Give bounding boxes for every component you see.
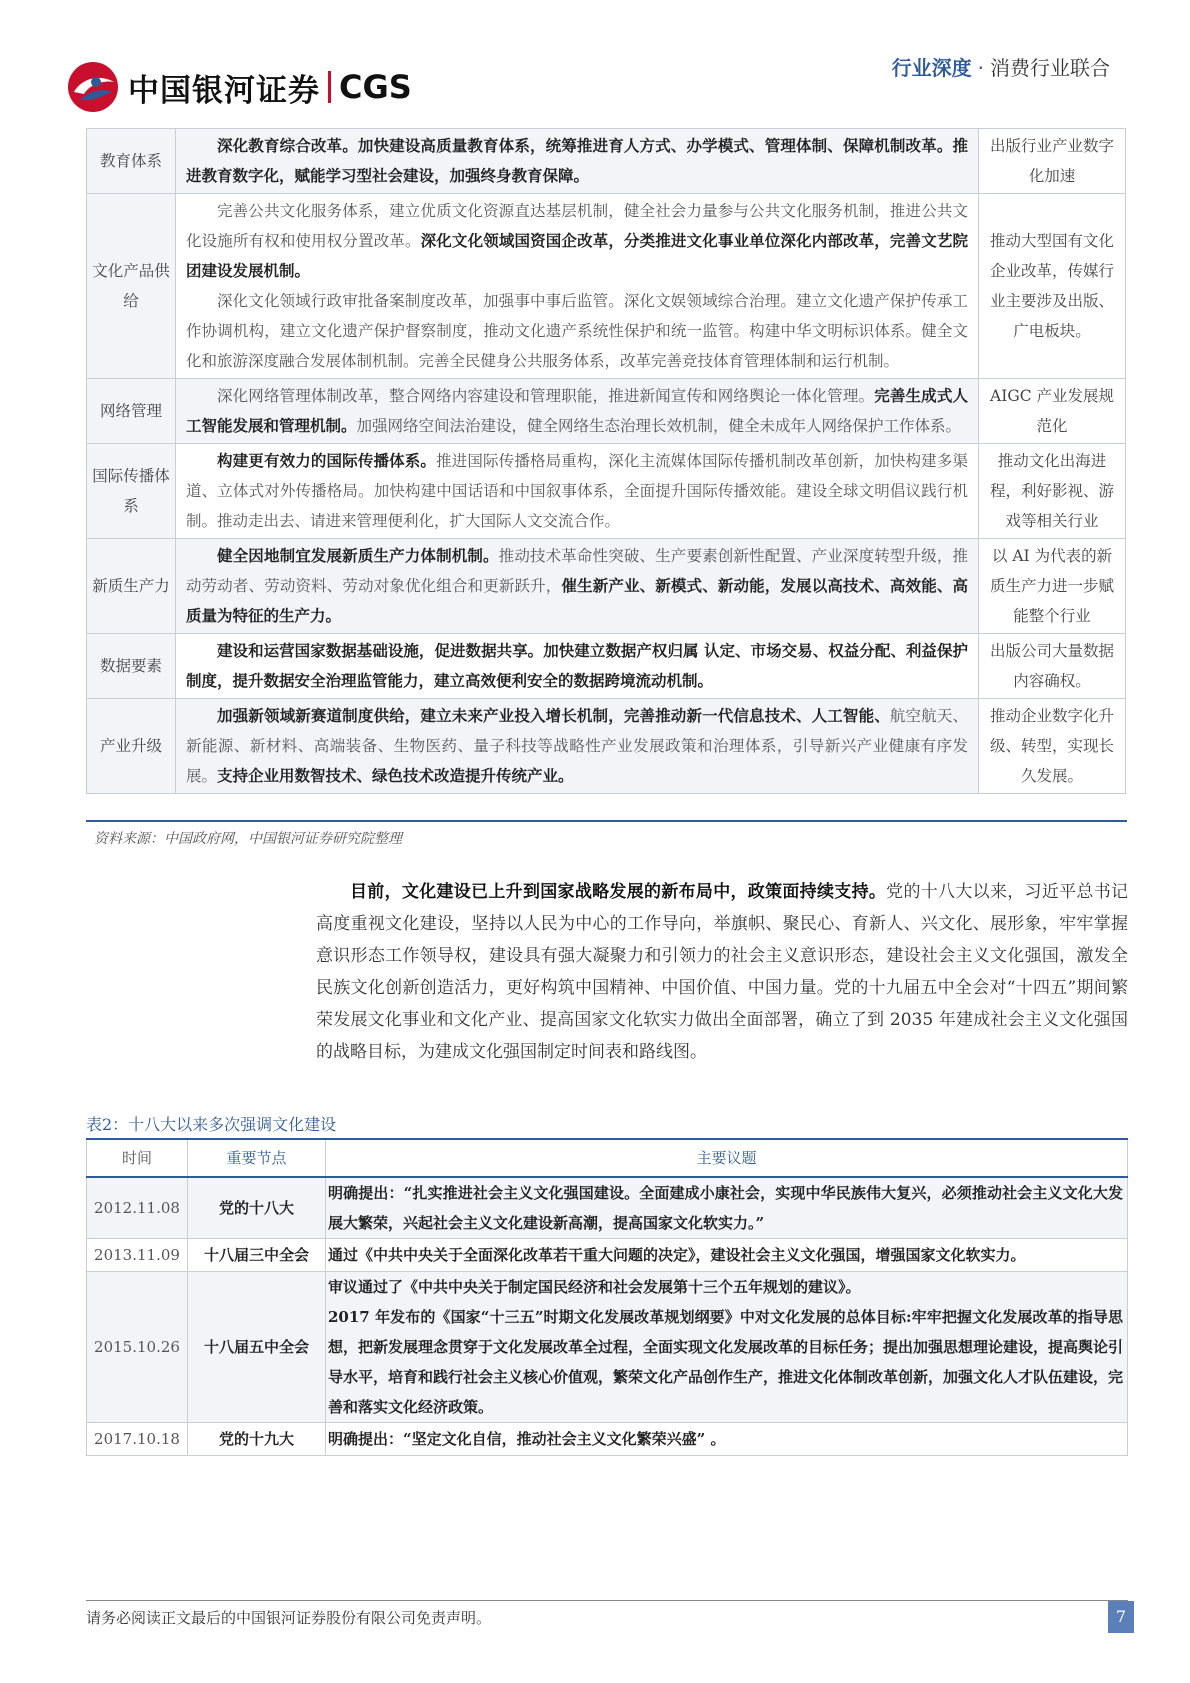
content-segment: 深化教育综合改革。加快建设高质量教育体系，统筹推进育人方式、办学模式、管理体制、保障机制改革。推进教育数字化，赋能学习型社会建设，加强终身教育保障。 (186, 136, 968, 185)
table-row (87, 1239, 1128, 1272)
table-row (87, 1423, 1128, 1456)
content-segment: 深化文化领域国资国企改革，分类推进文化事业单位深化内部改革，完善文艺院团建设发展机制。 (186, 231, 968, 280)
row-impact: 推动大型国有文化企业改革，传媒行业主要涉及出版、广电板块。 (979, 194, 1126, 379)
table2-header-row (87, 1140, 1128, 1177)
timeline-table (86, 1140, 1128, 1456)
content-segment: 深化文化领域行政审批备案制度改革，加强事中事后监管。深化文娱领域综合治理。建立文化遗产保护传承工作协调机构，建立文化遗产保护督察制度，推动文化遗产系统性保护和统一监管。构建中华文明标识体系。健全文化和旅游深度融合发展体制机制。完善全民健身公共服务体系，改革完善竞技体育管理体制和运行机制。 (186, 292, 968, 370)
row-category: 文化产品供给 (87, 194, 176, 379)
row-category: 教育体系 (87, 129, 176, 194)
row-content (176, 194, 979, 379)
page-number: 7 (1108, 1601, 1134, 1633)
row-content (176, 634, 979, 699)
footer-disclaimer: 请务必阅读正文最后的中国银河证券股份有限公司免责声明。 (86, 1609, 492, 1627)
table-row (87, 129, 1126, 194)
row-impact: 以 AI 为代表的新质生产力进一步赋能整个行业 (979, 539, 1126, 634)
table-row (87, 539, 1126, 634)
row-topic (326, 1177, 1128, 1239)
content-paragraph (186, 636, 968, 696)
content-segment: 航空航天、新能源、新材料、高端装备、生物医药、量子科技等战略性产业发展政策和治理体系，引导新兴产业健康有序发展。 (186, 707, 968, 785)
content-paragraph (186, 701, 968, 791)
topic-paragraph: 2017 年发布的《国家“十三五”时期文化发展改革规划纲要》中对文化发展的总体目标:牢牢把握文化发展改革的指导思想，把新发展理念贯穿于文化发展改革全过程，全面实现文化发展改革的目标任务；提出加强思想理论建设，提高舆论引导水平，培育和践行社会主义核心价值观，繁荣文化产品创作生产，推进文化体制改革创新，加强文化人才队伍建设，完善和落实文化经济政策。 (328, 1308, 1124, 1416)
header-topic: 主要议题 (326, 1140, 1128, 1177)
row-date: 2015.10.26 (87, 1272, 188, 1423)
content-segment: 推进国际传播格局重构，深化主流媒体国际传播机制改革创新，加快构建多渠道、立体式对外传播格局。加快构建中国话语和中国叙事体系，全面提升国际传播效能。建设全球文明倡议践行机制。推动走出去、请进来管理便利化，扩大国际人文交流合作。 (186, 452, 968, 530)
content-paragraph (186, 131, 968, 191)
content-segment: 完善生成式人工智能发展和管理机制。 (186, 386, 968, 435)
content-segment: 推动技术革命性突破、生产要素创新性配置、产业深度转型升级，推动劳动者、劳动资料、劳动对象优化组合和更新跃升， (186, 547, 968, 595)
row-content (176, 129, 979, 194)
row-node: 十八届三中全会 (188, 1239, 326, 1272)
content-segment: 深化网络管理体制改革，整合网络内容建设和管理职能，推进新闻宣传和网络舆论一体化管理。 (217, 387, 875, 405)
row-content (176, 539, 979, 634)
content-segment: 催生新产业、新模式、新动能，发展以高技术、高效能、高质量为特征的生产力。 (186, 576, 968, 625)
row-impact: 推动文化出海进程，利好影视、游戏等相关行业 (979, 444, 1126, 539)
table-row (87, 444, 1126, 539)
report-header (892, 52, 1110, 81)
brand-name: 中国银河证券 (128, 72, 320, 109)
topic-paragraph: 明确提出：“扎实推进社会主义文化强国建设。全面建成小康社会，实现中华民族伟大复兴，必须推动社会主义文化大发展大繁荣，兴起社会主义文化建设新高潮，提高国家文化软实力。” (328, 1184, 1123, 1232)
row-impact: 出版行业产业数字化加速 (979, 129, 1126, 194)
content-segment: 完善公共文化服务体系，建立优质文化资源直达基层机制，健全社会力量参与公共文化服务机制，推进公共文化设施所有权和使用权分置改革。 (186, 202, 968, 250)
header-date: 时间 (87, 1140, 188, 1177)
topic-paragraph: 通过《中共中央关于全面深化改革若干重大问题的决定》，建设社会主义文化强国，增强国家文化软实力。 (328, 1246, 1026, 1264)
row-impact: 推动企业数字化升级、转型，实现长久发展。 (979, 699, 1126, 794)
brand-logo (66, 60, 412, 114)
table-bottom-rule (86, 820, 1127, 822)
row-content (176, 444, 979, 539)
table-row (87, 634, 1126, 699)
report-type: 行业深度 (891, 56, 972, 80)
content-paragraph (186, 286, 968, 376)
table-row (87, 1272, 1128, 1423)
row-category: 产业升级 (87, 699, 176, 794)
row-category: 新质生产力 (87, 539, 176, 634)
paragraph-lead: 目前，文化建设已上升到国家战略发展的新布局中，政策面持续支持。 (350, 882, 887, 902)
galaxy-logo-icon (66, 60, 120, 114)
row-category: 国际传播体系 (87, 444, 176, 539)
table-row (87, 379, 1126, 444)
row-node: 党的十八大 (188, 1177, 326, 1239)
row-topic (326, 1423, 1128, 1456)
table-row (87, 699, 1126, 794)
topic-paragraph: 审议通过了《中共中央关于制定国民经济和社会发展第十三个五年规划的建议》。 (328, 1278, 861, 1296)
content-paragraph (186, 381, 968, 441)
table2-title: 表2：十八大以来多次强调文化建设 (86, 1115, 337, 1134)
row-topic (326, 1272, 1128, 1423)
row-impact: AIGC 产业发展规范化 (979, 379, 1126, 444)
paragraph-body: 党的十八大以来，习近平总书记高度重视文化建设，坚持以人民为中心的工作导向，举旗帜、聚民心、育新人、兴文化、展形象，牢牢掌握意识形态工作领导权，建设具有强大凝聚力和引领力的社会主义意识形态，建设社会主义文化强国，激发全民族文化创新创造活力，更好构筑中国精神、中国价值、中国力量。党的十九届五中全会对“十四五”期间繁荣发展文化事业和文化产业、提高国家文化软实力做出全面部署，确立了到 2035 年建成社会主义文化强国的战略目标，为建成文化强国制定时间表和路线图。 (316, 882, 1129, 1062)
brand-separator (328, 71, 331, 103)
content-segment: 支持企业用数智技术、绿色技术改造提升传统产业。 (217, 766, 574, 785)
header-dot: · (977, 56, 984, 80)
row-category: 数据要素 (87, 634, 176, 699)
row-content (176, 379, 979, 444)
content-segment: 加强新领域新赛道制度供给，建立未来产业投入增长机制，完善推动新一代信息技术、人工智能、 (217, 706, 890, 725)
row-topic (326, 1239, 1128, 1272)
table-row (87, 1177, 1128, 1239)
row-date: 2012.11.08 (87, 1177, 188, 1239)
brand-abbr: CGS (339, 68, 412, 106)
row-date: 2017.10.18 (87, 1423, 188, 1456)
content-segment: 建设和运营国家数据基础设施，促进数据共享。加快建立数据产权归属 认定、市场交易、权益分配、利益保护制度，提升数据安全治理监管能力，建立高效便利安全的数据跨境流动机制。 (186, 641, 968, 690)
row-node: 十八届五中全会 (188, 1272, 326, 1423)
row-node: 党的十九大 (188, 1423, 326, 1456)
policy-table (86, 128, 1126, 794)
row-date: 2013.11.09 (87, 1239, 188, 1272)
row-impact: 出版公司大量数据内容确权。 (979, 634, 1126, 699)
table-row (87, 194, 1126, 379)
content-segment: 加强网络空间法治建设，健全网络生态治理长效机制，健全未成年人网络保护工作体系。 (356, 417, 962, 435)
content-paragraph (186, 196, 968, 286)
content-paragraph (186, 446, 968, 536)
header-node: 重要节点 (188, 1140, 326, 1177)
content-segment: 健全因地制宜发展新质生产力体制机制。 (217, 546, 499, 565)
body-paragraph (316, 876, 1128, 1068)
row-category: 网络管理 (87, 379, 176, 444)
table-source: 资料来源：中国政府网，中国银河证券研究院整理 (94, 831, 402, 847)
footer-rule (86, 1600, 1128, 1601)
content-segment: 构建更有效力的国际传播体系。 (217, 451, 437, 470)
row-content (176, 699, 979, 794)
content-paragraph (186, 541, 968, 631)
report-sector: 消费行业联合 (990, 56, 1110, 80)
topic-paragraph: 明确提出：“坚定文化自信，推动社会主义文化繁荣兴盛” 。 (328, 1430, 726, 1448)
